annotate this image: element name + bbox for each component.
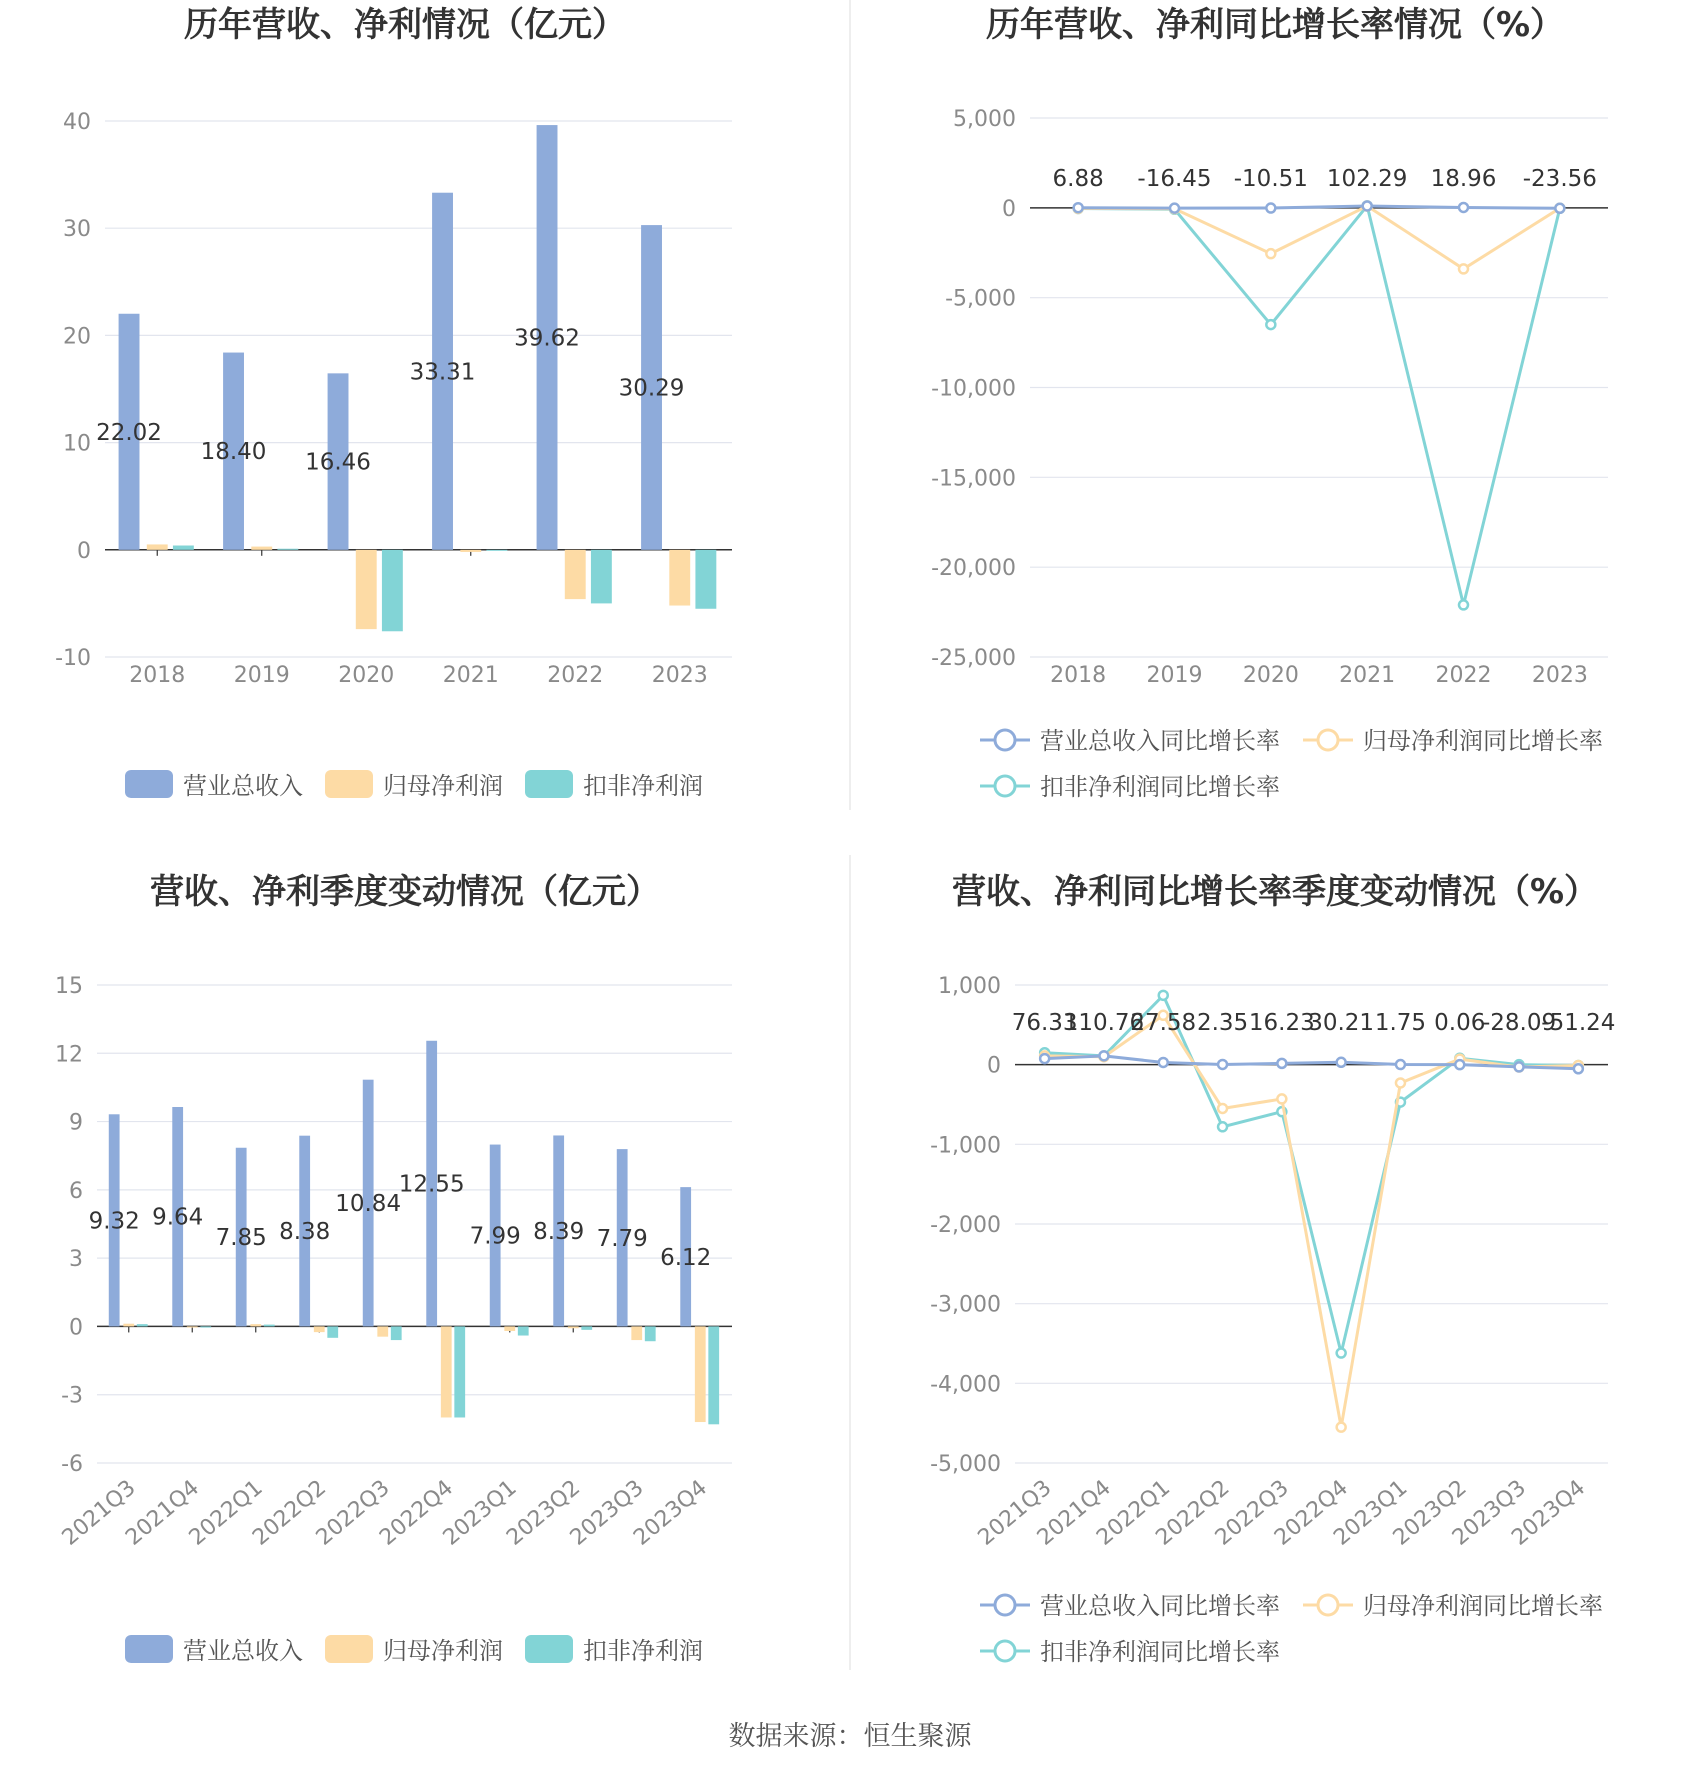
x-tick-label: 2022Q4 [375, 1475, 459, 1551]
x-tick-label: 2022Q2 [1151, 1475, 1235, 1551]
x-tick-label: 2023Q1 [1329, 1475, 1413, 1551]
data-label: 0.06 [1434, 1010, 1486, 1036]
point-revenue [1277, 1059, 1286, 1068]
y-tick-label: 20 [63, 324, 91, 350]
bar-net_profit [631, 1326, 642, 1340]
legend-label: 归母净利润同比增长率 [1363, 727, 1603, 755]
x-tick-label: 2021Q3 [57, 1475, 141, 1551]
data-label: 9.64 [152, 1204, 204, 1231]
data-label: 33.31 [409, 359, 476, 386]
legend-swatch [125, 770, 173, 798]
x-tick-label: 2023Q1 [438, 1475, 522, 1551]
legend-label: 营业总收入 [183, 772, 303, 800]
y-tick-label: 0 [987, 1053, 1001, 1079]
point-deducted_profit [1266, 320, 1275, 329]
y-tick-label: -10 [55, 646, 91, 671]
x-tick-label: 2023 [1531, 663, 1588, 688]
x-tick-label: 2023Q3 [565, 1475, 649, 1551]
legend-item-net_profit [325, 1635, 503, 1665]
x-tick-label: 2023Q4 [629, 1475, 713, 1551]
point-revenue [1363, 201, 1372, 210]
legend-swatch [525, 1635, 573, 1663]
data-label: 1.75 [1374, 1010, 1427, 1036]
y-tick-label: 1,000 [938, 974, 1001, 999]
point-revenue [1459, 203, 1468, 212]
data-label: 8.39 [533, 1218, 585, 1245]
point-deducted_profit [1159, 991, 1168, 1000]
chart-quarterly-amounts [55, 872, 732, 1665]
data-label: 16.23 [1248, 1010, 1315, 1036]
data-label: 102.29 [1326, 166, 1408, 192]
x-tick-label: 2021 [1339, 663, 1396, 688]
data-label: 6.12 [660, 1244, 712, 1271]
point-revenue [1455, 1060, 1464, 1069]
point-revenue [1396, 1060, 1405, 1069]
data-label: 7.85 [215, 1225, 267, 1252]
legend-label: 归母净利润 [383, 772, 503, 800]
y-tick-label: -1,000 [930, 1133, 1001, 1159]
y-tick-label: -5,000 [930, 1452, 1001, 1477]
x-tick-label: 2021Q4 [1032, 1475, 1116, 1551]
legend-label: 扣非净利润同比增长率 [1040, 1638, 1280, 1666]
line-deducted_profit [1045, 995, 1579, 1353]
x-tick-label: 2022 [1435, 663, 1492, 688]
x-tick-label: 2022Q1 [184, 1475, 268, 1551]
x-tick-label: 2021 [442, 663, 499, 688]
chart-title: 营收、净利季度变动情况（亿元） [150, 872, 660, 912]
data-label: 30.21 [1308, 1010, 1375, 1036]
x-tick-label: 2023 [651, 663, 708, 688]
y-tick-label: -4,000 [930, 1372, 1001, 1398]
y-tick-label: -15,000 [931, 466, 1016, 492]
legend-item-revenue [125, 770, 303, 800]
legend-marker [1318, 730, 1338, 750]
legend-item-net_profit [1303, 1592, 1603, 1620]
bar-net_profit [187, 1326, 198, 1327]
point-net_profit [1218, 1104, 1227, 1113]
x-tick-label: 2022Q1 [1092, 1475, 1176, 1551]
data-label: 12.55 [398, 1171, 465, 1198]
data-label: 7.99 [469, 1223, 521, 1250]
bar-deducted_profit [486, 550, 507, 551]
legend-item-deducted_profit [525, 770, 703, 800]
y-tick-label: -6 [61, 1452, 83, 1477]
y-tick-label: 40 [63, 110, 91, 135]
legend-label: 扣非净利润 [583, 772, 703, 800]
data-label: -10.51 [1233, 166, 1308, 192]
point-revenue [1159, 1058, 1168, 1067]
legend-swatch [325, 1635, 373, 1663]
point-revenue [1218, 1060, 1227, 1069]
bar-net_profit [356, 550, 377, 629]
legend-marker [995, 776, 1015, 796]
point-net_profit [1459, 264, 1468, 273]
legend-swatch [325, 770, 373, 798]
y-tick-label: 0 [77, 538, 91, 564]
x-tick-label: 2022 [547, 663, 604, 688]
y-tick-label: -3 [61, 1383, 83, 1409]
x-tick-label: 2019 [1146, 663, 1203, 688]
line-deducted_profit [1078, 206, 1560, 605]
data-label: 7.79 [596, 1225, 648, 1252]
legend-item-deducted_profit [980, 1638, 1280, 1666]
x-tick-label: 2021Q4 [121, 1475, 205, 1551]
data-label: -51.24 [1541, 1010, 1616, 1036]
point-revenue [1555, 204, 1564, 213]
data-source: 数据来源：恒生聚源 [728, 1721, 972, 1752]
chart-annual-growth [931, 5, 1608, 801]
y-tick-label: 0 [69, 1315, 83, 1341]
point-deducted_profit [1337, 1349, 1346, 1358]
x-tick-label: 2023Q2 [502, 1475, 586, 1551]
x-tick-label: 2019 [233, 663, 290, 688]
bar-net_profit [377, 1326, 388, 1336]
data-label: 2.35 [1196, 1010, 1249, 1036]
legend-item-revenue [980, 727, 1280, 755]
bar-net_profit [251, 547, 272, 550]
legend-marker [995, 1641, 1015, 1661]
data-label: 39.62 [514, 325, 580, 352]
legend-marker [995, 1595, 1015, 1615]
data-label: 16.46 [305, 449, 371, 476]
data-label: 8.38 [279, 1219, 331, 1246]
chart-annual-amounts [55, 5, 732, 800]
y-tick-label: 5,000 [953, 107, 1016, 132]
point-revenue [1515, 1062, 1524, 1071]
bar-net_profit [460, 550, 481, 552]
y-tick-label: 9 [69, 1110, 83, 1136]
bar-net_profit [441, 1326, 452, 1417]
point-net_profit [1396, 1078, 1405, 1087]
bar-deducted_profit [454, 1326, 465, 1417]
point-net_profit [1337, 1423, 1346, 1432]
legend-label: 营业总收入同比增长率 [1040, 727, 1280, 755]
bar-net_profit [250, 1324, 261, 1326]
y-tick-label: 30 [63, 217, 91, 243]
bar-deducted_profit [382, 550, 403, 631]
line-net_profit [1045, 1015, 1579, 1427]
legend-label: 营业总收入同比增长率 [1040, 1592, 1280, 1620]
bar-deducted_profit [277, 549, 298, 550]
legend-swatch [125, 1635, 173, 1663]
bar-deducted_profit [264, 1325, 275, 1327]
bar-deducted_profit [591, 550, 612, 604]
legend-item-deducted_profit [980, 773, 1280, 801]
y-tick-label: 0 [1002, 196, 1016, 222]
legend-item-net_profit [1303, 727, 1603, 755]
y-tick-label: 15 [55, 974, 83, 999]
bar-net_profit [504, 1326, 515, 1331]
x-tick-label: 2022Q2 [248, 1475, 332, 1551]
data-label: 9.32 [88, 1208, 140, 1235]
y-tick-label: 10 [63, 431, 91, 457]
bar-deducted_profit [695, 550, 716, 609]
chart-quarterly-growth [930, 872, 1615, 1666]
legend-label: 营业总收入 [183, 1637, 303, 1665]
data-label: 18.96 [1430, 166, 1497, 192]
point-net_profit [1266, 249, 1275, 258]
legend-label: 扣非净利润 [583, 1637, 703, 1665]
x-tick-label: 2023Q4 [1507, 1475, 1591, 1551]
y-tick-label: -3,000 [930, 1292, 1001, 1318]
bar-deducted_profit [173, 546, 194, 550]
bar-net_profit [669, 550, 690, 606]
point-revenue [1266, 204, 1275, 213]
x-tick-label: 2018 [1050, 663, 1107, 688]
point-revenue [1099, 1051, 1108, 1060]
y-tick-label: -2,000 [930, 1213, 1001, 1238]
y-tick-label: 6 [69, 1178, 83, 1204]
x-tick-label: 2022Q3 [1210, 1475, 1294, 1551]
data-label: 18.40 [200, 439, 267, 466]
point-revenue [1074, 203, 1083, 212]
chart-title: 历年营收、净利同比增长率情况（%） [985, 5, 1565, 45]
bar-net_profit [147, 544, 168, 549]
x-tick-label: 2023Q2 [1388, 1475, 1472, 1551]
data-label: 27.58 [1130, 1010, 1197, 1036]
bar-deducted_profit [391, 1326, 402, 1340]
y-tick-label: 3 [69, 1247, 83, 1273]
y-tick-label: -20,000 [931, 556, 1016, 582]
chart-title: 营收、净利同比增长率季度变动情况（%） [951, 872, 1599, 912]
legend-label: 归母净利润同比增长率 [1363, 1592, 1603, 1620]
data-label: -16.45 [1137, 166, 1212, 192]
point-deducted_profit [1218, 1122, 1227, 1131]
x-tick-label: 2020 [1242, 663, 1299, 688]
legend-swatch [525, 770, 573, 798]
bar-net_profit [314, 1326, 325, 1332]
point-deducted_profit [1459, 600, 1468, 609]
bar-net_profit [565, 550, 586, 599]
line-net_profit [1078, 206, 1560, 269]
point-revenue [1040, 1054, 1049, 1063]
y-tick-label: -25,000 [931, 646, 1016, 671]
bar-net_profit [123, 1324, 134, 1327]
y-tick-label: -10,000 [931, 376, 1016, 402]
bar-deducted_profit [200, 1326, 211, 1327]
x-tick-label: 2023Q3 [1447, 1475, 1531, 1551]
bar-deducted_profit [327, 1326, 338, 1337]
bar-deducted_profit [645, 1326, 656, 1341]
x-tick-label: 2020 [338, 663, 395, 688]
legend-item-revenue [125, 1635, 303, 1665]
legend-item-deducted_profit [525, 1635, 703, 1665]
bar-deducted_profit [708, 1326, 719, 1424]
legend-label: 归母净利润 [383, 1637, 503, 1665]
data-label: -28.09 [1481, 1010, 1557, 1036]
point-revenue [1337, 1058, 1346, 1067]
chart-title: 历年营收、净利情况（亿元） [184, 5, 626, 45]
bar-deducted_profit [581, 1326, 592, 1329]
x-tick-label: 2021Q3 [973, 1475, 1057, 1551]
data-label: 6.88 [1052, 166, 1104, 192]
legend-item-revenue [980, 1592, 1280, 1620]
data-label: -23.56 [1522, 166, 1597, 192]
y-tick-label: -5,000 [945, 286, 1016, 312]
line-revenue [1078, 206, 1560, 208]
y-tick-label: 12 [55, 1042, 83, 1068]
point-revenue [1170, 204, 1179, 213]
bar-net_profit [568, 1326, 579, 1328]
data-label: 110.76 [1063, 1010, 1145, 1036]
point-net_profit [1277, 1094, 1286, 1103]
data-label: 22.02 [96, 419, 162, 446]
legend-marker [995, 730, 1015, 750]
bar-deducted_profit [137, 1324, 148, 1326]
data-label: 76.33 [1011, 1010, 1078, 1036]
point-revenue [1574, 1064, 1583, 1073]
x-tick-label: 2022Q3 [311, 1475, 395, 1551]
x-tick-label: 2022Q4 [1270, 1475, 1354, 1551]
x-tick-label: 2018 [129, 663, 186, 688]
legend-item-net_profit [325, 770, 503, 800]
legend-marker [1318, 1595, 1338, 1615]
data-label: 30.29 [618, 375, 685, 402]
data-label: 10.84 [335, 1191, 402, 1218]
legend-label: 扣非净利润同比增长率 [1040, 773, 1280, 801]
bar-net_profit [695, 1326, 706, 1422]
bar-deducted_profit [518, 1326, 529, 1335]
